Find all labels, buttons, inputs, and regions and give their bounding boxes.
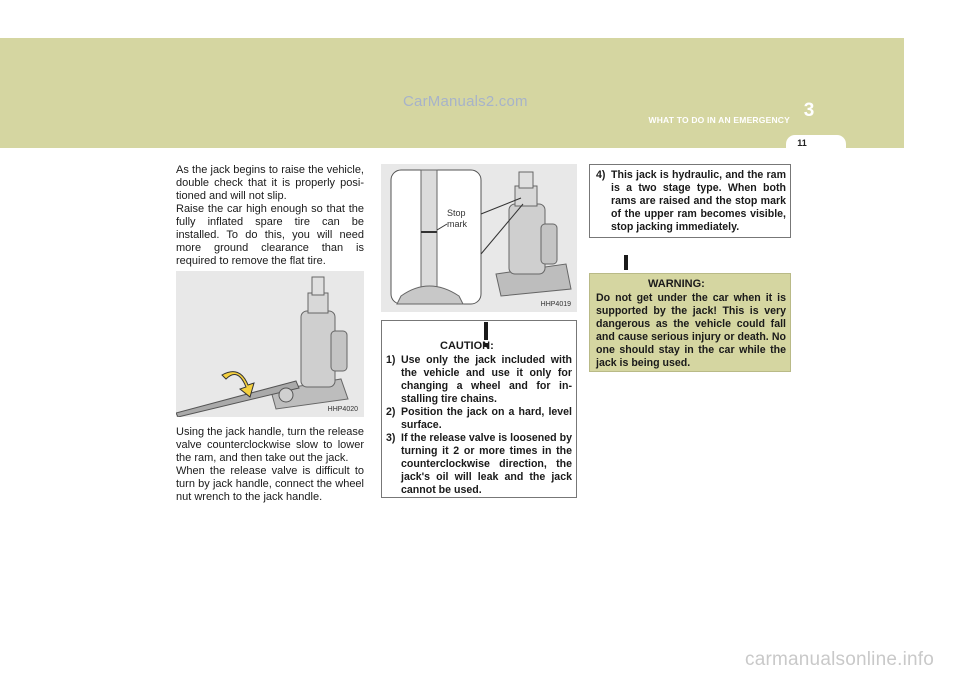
chapter-title: WHAT TO DO IN AN EMERGENCY [648, 115, 790, 125]
page-number: 11 [797, 138, 807, 148]
site-watermark: CarManuals2.com [403, 93, 528, 110]
warning-text: Do not get under the car when it is supported by the jack! This is very dangerous as the vehicle could fall and cause serious injury or death. No one should stay in the car while the jack is being used. [596, 292, 786, 369]
warning-title: WARNING: [648, 278, 705, 290]
warning-box [589, 273, 791, 372]
list-item: 4) This jack is hydraulic, and the ram is a two stage type. When both rams are raised and the stop mark of the upper ram becomes visible, stop jacking immediately. [596, 169, 786, 233]
footer-watermark: carmanualsonline.info [745, 649, 935, 670]
paragraph: Raise the car high enough so that the fully inflated spare tire can be installed. To do this, you will need more ground clearance than is required to remove the flat tire. [176, 203, 364, 267]
lowering-text [176, 426, 364, 504]
list-item: 1) Use only the jack included with the vehicle and use it only for changing a wheel and for in- stalling tire chains. [386, 354, 572, 405]
stop-mark-figure [381, 164, 577, 312]
jack-handle-figure [176, 271, 364, 417]
stop-mark-illustration [381, 164, 577, 312]
caution-list [386, 354, 572, 497]
figure-code: HHP4019 [540, 301, 571, 308]
caution-title: CAUTION: [440, 340, 494, 352]
hydraulic-note-box [589, 164, 791, 238]
stop-mark-label: Stop mark [447, 208, 467, 229]
figure-code: HHP4020 [327, 406, 358, 413]
list-item: 2) Position the jack on a hard, level surface. [386, 406, 572, 431]
paragraph: As the jack begins to raise the vehicle, double check that it is properly posi- tioned and will not slip. [176, 164, 364, 202]
caution-box [381, 320, 577, 498]
list-item: 3) If the release valve is loosened by turning it 2 or more times in the counterclockwise direction, the jack's oil will leak and the jack cannot be used. [386, 432, 572, 496]
chapter-number: 3 [803, 100, 815, 121]
hydraulic-note-list [596, 169, 786, 234]
intro-text [176, 164, 364, 268]
paragraph: Using the jack handle, turn the release valve counterclockwise slow to lower the ram, and then take out the jack. [176, 426, 364, 464]
paragraph: When the release valve is difficult to turn by jack handle, connect the wheel nut wrench to the jack handle. [176, 465, 364, 503]
jack-handle-illustration [176, 271, 364, 417]
